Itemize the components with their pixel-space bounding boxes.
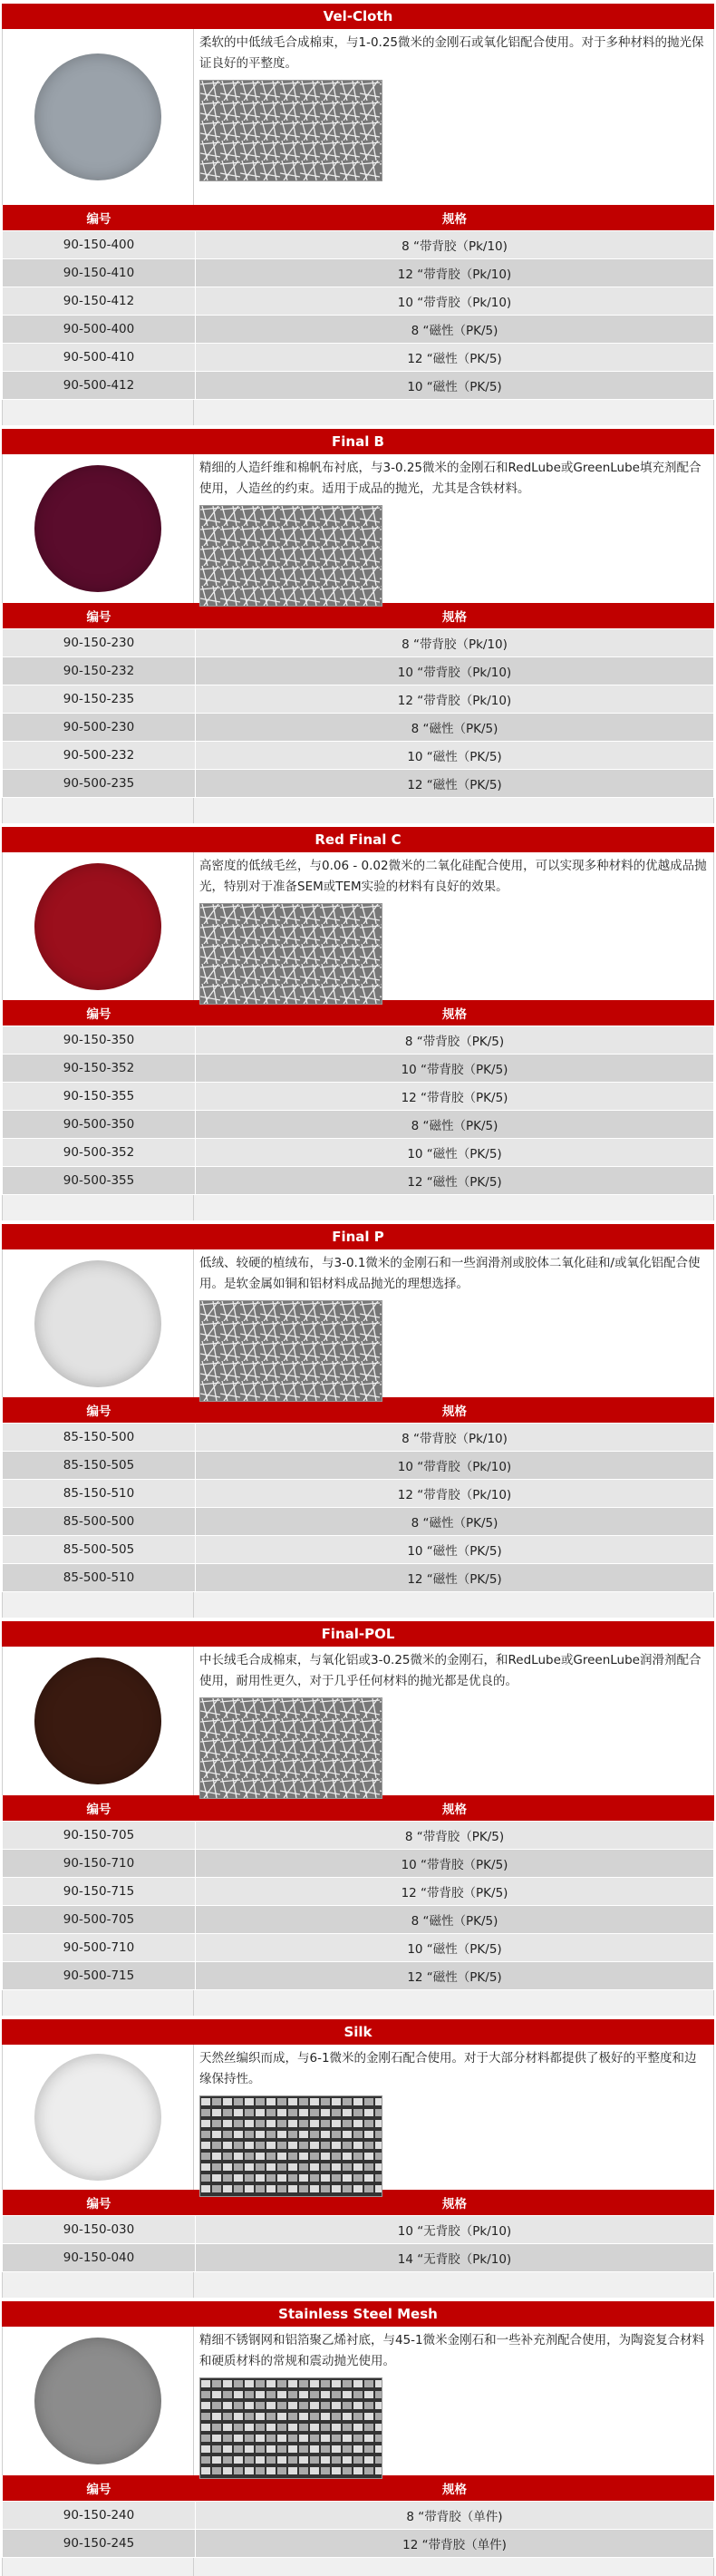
spec-table — [2, 205, 714, 400]
spec-cell: 8 “磁性（PK/5) — [196, 316, 714, 344]
disc-image-cell — [3, 1647, 194, 1795]
spec-cell: 12 “带背胶（Pk/10) — [196, 1480, 714, 1508]
spec-cell: 10 “磁性（PK/5) — [196, 372, 714, 400]
code-cell: 90-500-710 — [3, 1934, 196, 1962]
table-row — [3, 1111, 714, 1139]
table-row — [3, 685, 714, 714]
code-cell: 90-150-352 — [3, 1055, 196, 1083]
disc-image-cell — [3, 852, 194, 1000]
code-cell: 90-150-412 — [3, 287, 196, 316]
product-section — [2, 827, 714, 1220]
product-title: Vel-Cloth — [2, 4, 714, 29]
spec-cell: 10 “磁性（PK/5) — [196, 1139, 714, 1167]
description-cell — [194, 2045, 713, 2190]
spec-cell: 10 “带背胶（Pk/10) — [196, 287, 714, 316]
table-row — [3, 629, 714, 657]
table-row — [3, 2216, 714, 2244]
spec-cell: 8 “带背胶（Pk/10) — [196, 231, 714, 259]
code-cell: 85-500-500 — [3, 1508, 196, 1536]
disc-image-cell — [3, 454, 194, 603]
table-row — [3, 2530, 714, 2558]
spec-cell: 12 “磁性（PK/5) — [196, 770, 714, 798]
micrograph-image — [199, 2095, 382, 2197]
spec-table — [2, 1795, 714, 1990]
spec-header: 规格 — [196, 2475, 714, 2502]
product-description: 低绒、较硬的植绒布，与3-0.1微米的金刚石和一些润滑剂或胶体二氧化硅和/或氧化铝配合使用。是软金属如铜和铝材料成品抛光的理想选择。 — [199, 1256, 701, 1291]
spec-cell: 10 “无背胶（Pk/10) — [196, 2216, 714, 2244]
spec-cell: 12 “带背胶（单件) — [196, 2530, 714, 2558]
product-info — [2, 29, 714, 205]
product-section — [2, 429, 714, 823]
section-spacer — [2, 1990, 714, 2016]
spec-header: 规格 — [196, 1397, 714, 1424]
description-cell — [194, 29, 713, 205]
code-cell: 90-150-235 — [3, 685, 196, 714]
product-title: Stainless Steel Mesh — [2, 2301, 714, 2327]
product-info — [2, 1249, 714, 1397]
table-row — [3, 316, 714, 344]
spec-cell: 8 “带背胶（Pk/10) — [196, 629, 714, 657]
polishing-disc-image — [34, 1260, 161, 1387]
code-cell: 90-150-355 — [3, 1083, 196, 1111]
spec-cell: 10 “带背胶（Pk/10) — [196, 1452, 714, 1480]
code-cell: 90-150-245 — [3, 2530, 196, 2558]
code-cell: 90-150-030 — [3, 2216, 196, 2244]
micrograph-image — [199, 1697, 382, 1799]
code-cell: 85-150-510 — [3, 1480, 196, 1508]
spec-cell: 10 “磁性（PK/5) — [196, 742, 714, 770]
table-row — [3, 1564, 714, 1592]
code-cell: 90-500-230 — [3, 714, 196, 742]
spec-cell: 12 “磁性（PK/5) — [196, 1167, 714, 1195]
polishing-disc-image — [34, 1657, 161, 1784]
section-spacer — [2, 400, 714, 425]
product-info — [2, 2327, 714, 2475]
polishing-disc-image — [34, 2338, 161, 2464]
code-cell: 90-150-410 — [3, 259, 196, 287]
table-row — [3, 231, 714, 259]
product-section — [2, 1621, 714, 2016]
description-cell — [194, 1249, 713, 1397]
spec-cell: 10 “磁性（PK/5) — [196, 1934, 714, 1962]
spec-header: 规格 — [196, 1000, 714, 1026]
code-cell: 90-150-715 — [3, 1878, 196, 1906]
code-cell: 85-150-505 — [3, 1452, 196, 1480]
micrograph-image — [199, 505, 382, 607]
spec-cell: 12 “带背胶（PK/5) — [196, 1083, 714, 1111]
table-row — [3, 372, 714, 400]
spec-cell: 8 “磁性（PK/5) — [196, 1508, 714, 1536]
code-cell: 90-500-400 — [3, 316, 196, 344]
table-row — [3, 1424, 714, 1452]
micrograph-image — [199, 2377, 382, 2479]
section-spacer — [2, 1592, 714, 1618]
product-title: Final B — [2, 429, 714, 454]
table-row — [3, 1083, 714, 1111]
description-cell — [194, 454, 713, 603]
spec-cell: 8 “磁性（PK/5) — [196, 1906, 714, 1934]
section-spacer — [2, 2558, 714, 2576]
section-spacer — [2, 1195, 714, 1220]
spec-cell: 14 “无背胶（Pk/10) — [196, 2244, 714, 2272]
product-description: 精细不锈钢网和铝箔聚乙烯衬底，与45-1微米金刚石和一些补充剂配合使用，为陶瓷复合材料和硬质材料的常规和震动抛光使用。 — [199, 2333, 705, 2368]
description-cell — [194, 1647, 713, 1795]
table-row — [3, 1822, 714, 1850]
product-description: 中长绒毛合成棉束，与氧化铝或3-0.25微米的金刚石，和RedLube或GreenLube润滑剂配合使用，耐用性更久，对于几乎任何材料的抛光都是优良的。 — [199, 1653, 701, 1688]
code-header: 编号 — [3, 205, 196, 231]
product-description: 精细的人造纤维和棉帆布衬底，与3-0.25微米的金刚石和RedLube或GreenLube填充剂配合使用，人造丝的约束。适用于成品的抛光，尤其是含铁材料。 — [199, 461, 701, 496]
description-cell — [194, 852, 713, 1000]
code-cell: 90-500-235 — [3, 770, 196, 798]
spec-table — [2, 2475, 714, 2558]
code-header: 编号 — [3, 603, 196, 629]
code-cell: 85-150-500 — [3, 1424, 196, 1452]
table-row — [3, 770, 714, 798]
description-cell — [194, 2327, 713, 2475]
table-row — [3, 2502, 714, 2530]
spec-cell: 8 “带背胶（PK/5) — [196, 1822, 714, 1850]
product-description: 柔软的中低绒毛合成棉束，与1-0.25微米的金刚石或氧化铝配合使用。对于多种材料的抛光保证良好的平整度。 — [199, 35, 704, 71]
product-title: Red Final C — [2, 827, 714, 852]
code-cell: 90-500-412 — [3, 372, 196, 400]
disc-image-cell — [3, 2327, 194, 2475]
spec-table — [2, 2190, 714, 2272]
spec-cell: 8 “带背胶（PK/5) — [196, 1026, 714, 1055]
disc-image-cell — [3, 1249, 194, 1397]
table-row — [3, 2244, 714, 2272]
table-row — [3, 1906, 714, 1934]
disc-image-cell — [3, 2045, 194, 2190]
code-cell: 90-500-715 — [3, 1962, 196, 1990]
section-spacer — [2, 798, 714, 823]
code-cell: 85-500-505 — [3, 1536, 196, 1564]
table-row — [3, 1850, 714, 1878]
product-description: 天然丝编织而成，与6-1微米的金刚石配合使用。对于大部分材料都提供了极好的平整度和边缘保持性。 — [199, 2051, 697, 2086]
code-header: 编号 — [3, 2190, 196, 2216]
product-section — [2, 1224, 714, 1618]
polishing-disc-image — [34, 863, 161, 990]
spec-cell: 12 “带背胶（Pk/10) — [196, 685, 714, 714]
spec-cell: 8 “带背胶（单件) — [196, 2502, 714, 2530]
micrograph-image — [199, 903, 382, 1005]
code-header: 编号 — [3, 1000, 196, 1026]
table-row — [3, 1026, 714, 1055]
polishing-disc-image — [34, 2054, 161, 2181]
product-section — [2, 2301, 714, 2576]
code-header: 编号 — [3, 1795, 196, 1822]
spec-cell: 8 “磁性（PK/5) — [196, 714, 714, 742]
spec-cell: 10 “带背胶（Pk/10) — [196, 657, 714, 685]
table-row — [3, 657, 714, 685]
spec-cell: 12 “带背胶（Pk/10) — [196, 259, 714, 287]
code-cell: 90-150-705 — [3, 1822, 196, 1850]
product-description: 高密度的低绒毛丝，与0.06 - 0.02微米的二氧化硅配合使用，可以实现多种材料的优越成品抛光，特别对于准备SEM或TEM实验的材料有良好的效果。 — [199, 859, 707, 894]
micrograph-image — [199, 1300, 382, 1402]
code-cell: 90-150-230 — [3, 629, 196, 657]
product-info — [2, 454, 714, 603]
table-row — [3, 1139, 714, 1167]
code-cell: 90-150-232 — [3, 657, 196, 685]
table-header — [3, 205, 714, 231]
disc-image-cell — [3, 29, 194, 205]
code-cell: 90-500-355 — [3, 1167, 196, 1195]
spec-cell: 8 “带背胶（Pk/10) — [196, 1424, 714, 1452]
code-cell: 85-500-510 — [3, 1564, 196, 1592]
spec-cell: 12 “带背胶（PK/5) — [196, 1878, 714, 1906]
product-title: Silk — [2, 2019, 714, 2045]
table-row — [3, 1055, 714, 1083]
section-spacer — [2, 2272, 714, 2298]
spec-table — [2, 603, 714, 798]
table-row — [3, 1934, 714, 1962]
product-title: Final P — [2, 1224, 714, 1249]
spec-table — [2, 1397, 714, 1592]
table-row — [3, 1508, 714, 1536]
spec-cell: 12 “磁性（PK/5) — [196, 1564, 714, 1592]
spec-cell: 12 “磁性（PK/5) — [196, 1962, 714, 1990]
code-cell: 90-500-352 — [3, 1139, 196, 1167]
table-row — [3, 287, 714, 316]
spec-cell: 10 “带背胶（PK/5) — [196, 1850, 714, 1878]
product-section — [2, 2019, 714, 2298]
table-row — [3, 1480, 714, 1508]
spec-header: 规格 — [196, 205, 714, 231]
code-cell: 90-500-232 — [3, 742, 196, 770]
code-header: 编号 — [3, 2475, 196, 2502]
code-cell: 90-150-040 — [3, 2244, 196, 2272]
micrograph-image — [199, 80, 382, 181]
code-cell: 90-150-350 — [3, 1026, 196, 1055]
code-cell: 90-150-400 — [3, 231, 196, 259]
spec-header: 规格 — [196, 603, 714, 629]
product-section — [2, 4, 714, 425]
table-row — [3, 1452, 714, 1480]
table-row — [3, 259, 714, 287]
product-info — [2, 852, 714, 1000]
polishing-disc-image — [34, 465, 161, 592]
code-header: 编号 — [3, 1397, 196, 1424]
spec-cell: 10 “带背胶（PK/5) — [196, 1055, 714, 1083]
code-cell: 90-500-705 — [3, 1906, 196, 1934]
code-cell: 90-500-410 — [3, 344, 196, 372]
table-row — [3, 1167, 714, 1195]
spec-table — [2, 1000, 714, 1195]
spec-header: 规格 — [196, 2190, 714, 2216]
table-row — [3, 1962, 714, 1990]
table-row — [3, 714, 714, 742]
code-cell: 90-500-350 — [3, 1111, 196, 1139]
spec-header: 规格 — [196, 1795, 714, 1822]
product-info — [2, 2045, 714, 2190]
polishing-disc-image — [34, 53, 161, 180]
table-row — [3, 742, 714, 770]
product-info — [2, 1647, 714, 1795]
spec-cell: 12 “磁性（PK/5) — [196, 344, 714, 372]
table-row — [3, 344, 714, 372]
table-row — [3, 1536, 714, 1564]
product-title: Final-POL — [2, 1621, 714, 1647]
code-cell: 90-150-710 — [3, 1850, 196, 1878]
code-cell: 90-150-240 — [3, 2502, 196, 2530]
table-header — [3, 2475, 714, 2502]
spec-cell: 8 “磁性（PK/5) — [196, 1111, 714, 1139]
spec-cell: 10 “磁性（PK/5) — [196, 1536, 714, 1564]
table-row — [3, 1878, 714, 1906]
